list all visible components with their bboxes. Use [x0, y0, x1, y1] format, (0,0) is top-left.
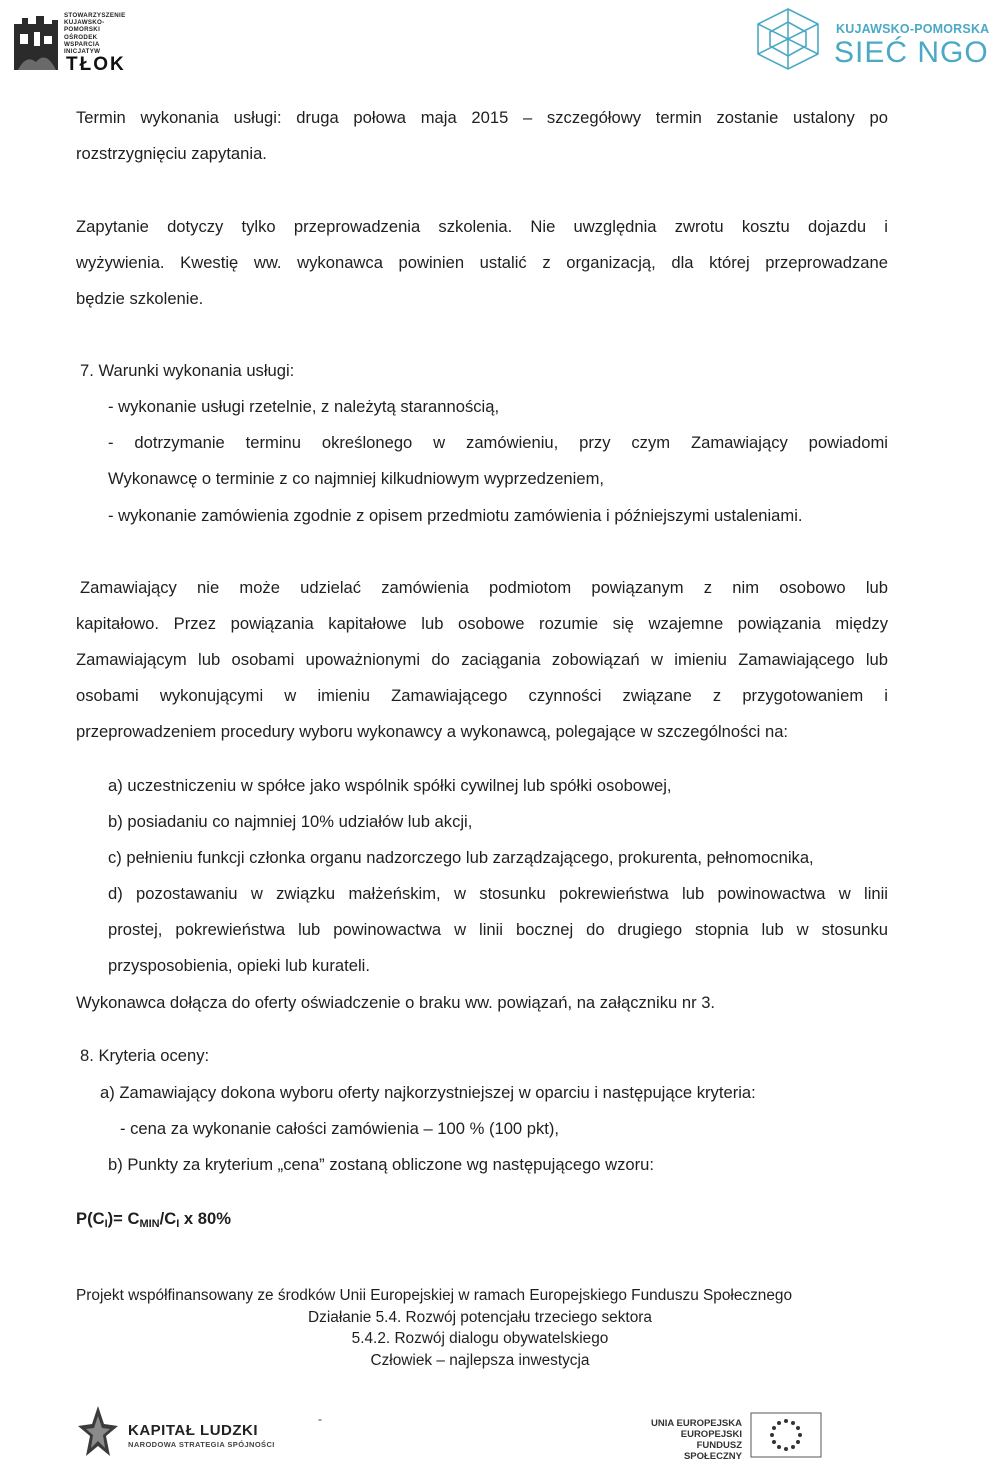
section-7-bullet: - wykonanie zamówienia zgodnie z opisem przedmiotu zamówienia i późniejszymi ustaleniami.: [108, 506, 803, 525]
tlok-org-lines: [64, 12, 126, 55]
zapytanie-line-1: Zapytanie dotyczy tylko przeprowadzenia szkolenia. Nie uwzględnia zwrotu kosztu dojazdu i: [76, 217, 888, 236]
footer-line-1: Projekt współfinansowany ze środków Unii Europejskiej w ramach Europejskiego Funduszu Społecznego: [76, 1287, 793, 1304]
kapital-ludzki-title: KAPITAŁ LUDZKI: [128, 1422, 259, 1439]
list-item-a: a) uczestniczeniu w spółce jako wspólnik spółki cywilnej lub spółki osobowej,: [108, 776, 672, 795]
list-item-d: d) pozostawaniu w związku małżeńskim, w stosunku pokrewieństwa lub powinowactwa w linii: [108, 884, 888, 903]
section-8-cena: - cena za wykonanie całości zamówienia – 100 % (100 pkt),: [120, 1119, 560, 1138]
paragraph-line: Zamawiającym lub osobami upoważnionymi do zaciągania zobowiązań w imieniu Zamawiającego lub: [76, 650, 888, 669]
zapytanie-line-2: wyżywienia. Kwestię ww. wykonawca powinien ustalić z organizacją, dla której przeprowadzane: [76, 253, 888, 272]
formula-sub: I: [104, 1218, 108, 1230]
list-item-d-cont: przysposobienia, opieki lub kurateli.: [108, 956, 370, 975]
paragraph-line: przeprowadzeniem procedury wyboru wykonawcy a wykonawcą, polegające w szczególności na:: [76, 722, 789, 741]
eu-logo: [640, 1408, 900, 1460]
tlok-line: WSPARCIA: [64, 40, 100, 48]
eu-text-line: FUNDUSZ SPOŁECZNY: [683, 1440, 742, 1462]
formula: [76, 1209, 231, 1234]
eu-text-line: EUROPEJSKI: [680, 1429, 742, 1440]
section-8-item-b: b) Punkty za kryterium „cena” zostaną obliczone wg następującego wzoru:: [108, 1155, 655, 1174]
termin-line-2: rozstrzygnięciu zapytania.: [76, 144, 267, 163]
wykonawca-statement: Wykonawca dołącza do oferty oświadczenie o braku ww. powiązań, na załączniku nr 3.: [76, 993, 716, 1012]
section-8-heading: 8. Kryteria oceny:: [80, 1046, 210, 1065]
paragraph-line: Zamawiający nie może udzielać zamówienia podmiotom powiązanym z nim osobowo lub: [80, 578, 888, 597]
footer-line-2: Działanie 5.4. Rozwój potencjału trzeciego sektora: [308, 1309, 652, 1326]
section-8-item-a: a) Zamawiający dokona wyboru oferty najkorzystniejszej w oparciu i następujące kryteria:: [100, 1083, 756, 1102]
siec-main-text: SIEĆ NGO: [834, 36, 989, 69]
section-7-bullet: - dotrzymanie terminu określonego w zamówieniu, przy czym Zamawiający powiadomi: [108, 433, 888, 452]
section-7-bullet-cont: Wykonawcę o terminie z co najmniej kilkudniowym wyprzedzeniem,: [108, 469, 605, 488]
tlok-line: STOWARZYSZENIE: [64, 12, 126, 19]
formula-part: /C: [159, 1209, 177, 1228]
footer-line-4: Człowiek – najlepsza inwestycja: [370, 1352, 590, 1369]
eu-text-line: UNIA EUROPEJSKA: [651, 1418, 742, 1429]
paragraph-line: kapitałowo. Przez powiązania kapitałowe lub osobowe rozumie się wzajemne powiązania między: [76, 614, 888, 633]
tlok-line: OŚRODEK: [64, 33, 98, 41]
section-7-bullet: - wykonanie usługi rzetelnie, z należytą starannością,: [108, 397, 500, 416]
footer-line-3: 5.4.2. Rozwój dialogu obywatelskiego: [351, 1330, 609, 1347]
formula-sub: MIN: [139, 1218, 160, 1230]
formula-part: P(C: [76, 1209, 105, 1228]
kapital-ludzki-star-icon: [76, 1404, 120, 1460]
list-item-b: b) posiadaniu co najmniej 10% udziałów lub akcji,: [108, 812, 473, 831]
tlok-logo: [10, 10, 128, 76]
tlok-name: TŁOK: [66, 54, 126, 75]
formula-part: )= C: [107, 1209, 140, 1228]
tlok-line: INICJATYW: [64, 48, 101, 56]
tlok-line: POMORSKI: [64, 26, 101, 34]
termin-line-1: Termin wykonania usługi: druga połowa maja 2015 – szczegółowy termin zostanie ustalony po: [76, 108, 888, 127]
tlok-line: KUJAWSKO-: [64, 19, 105, 27]
eu-flag-icon: [750, 1412, 822, 1458]
kapital-ludzki-subtitle: NARODOWA STRATEGIA SPÓJNOŚCI: [128, 1440, 275, 1449]
formula-part: x 80%: [179, 1209, 231, 1228]
network-icon: [752, 6, 824, 72]
paragraph-line: osobami wykonującymi w imieniu Zamawiającego czynności związane z przygotowaniem i: [76, 686, 888, 705]
kapital-ludzki-logo: [76, 1404, 286, 1460]
zapytanie-line-3: będzie szkolenie.: [76, 289, 204, 308]
footer-dot: -: [318, 1412, 322, 1426]
formula-sub: I: [176, 1218, 180, 1230]
list-item-c: c) pełnieniu funkcji członka organu nadzorczego lub zarządzającego, prokurenta, pełnomocnika,: [108, 848, 814, 867]
list-item-d-cont: prostej, pokrewieństwa lub powinowactwa w linii bocznej do drugiego stopnia lub w stosunku: [108, 920, 888, 939]
siec-top-text: KUJAWSKO-POMORSKA: [836, 22, 989, 36]
castle-icon: [10, 10, 62, 74]
siec-ngo-logo: [752, 6, 989, 72]
eu-text: [646, 1418, 742, 1462]
section-7-heading: 7. Warunki wykonania usługi:: [80, 361, 295, 380]
